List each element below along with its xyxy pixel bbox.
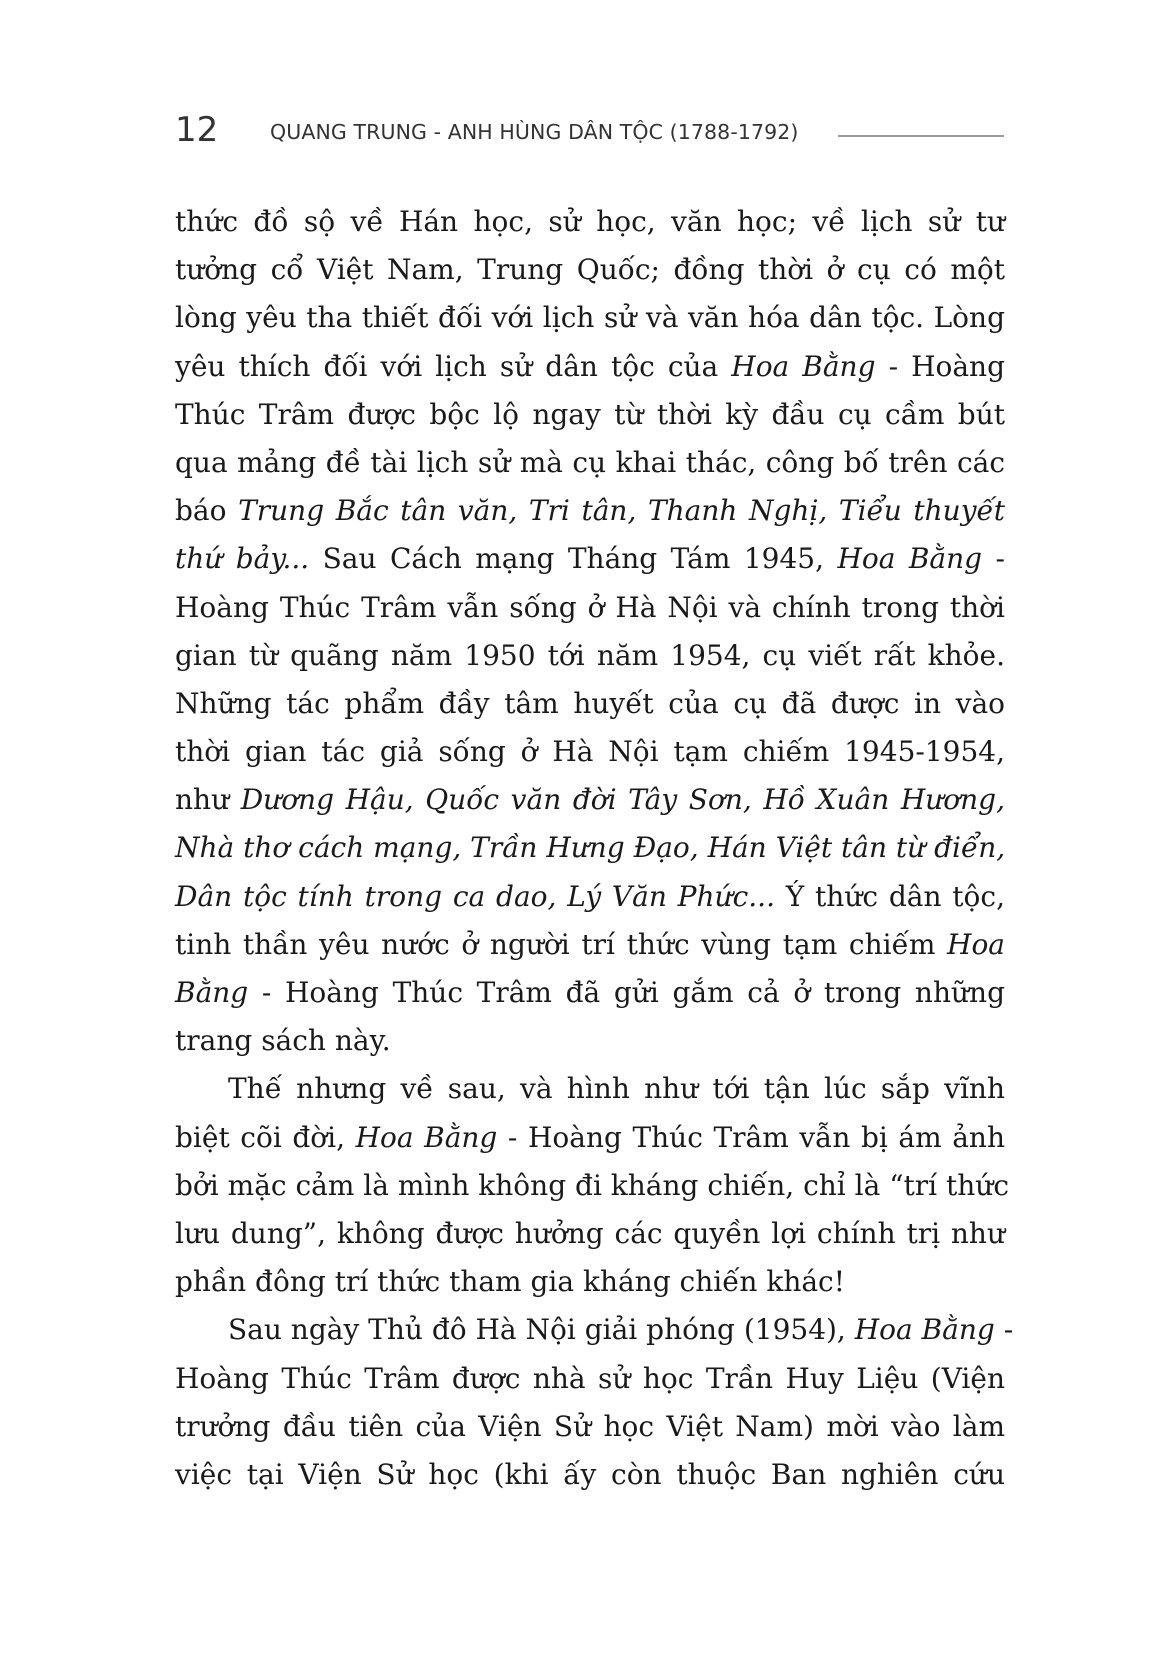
text-run: như xyxy=(175,783,241,817)
text-run: thức đồ sộ về Hán học, sử học, văn học; về lịch sử tư xyxy=(175,205,1005,238)
text-line xyxy=(175,1065,1005,1113)
text-line xyxy=(175,824,1005,872)
paragraph-1 xyxy=(175,198,1005,1065)
text-run: - Hoàng Thúc Trâm đã gửi gắm cả ở trong những xyxy=(248,976,1005,1009)
text-run: Hoàng Thúc Trâm vẫn sống ở Hà Nội và chính trong thời xyxy=(175,590,1005,624)
text-line xyxy=(175,776,1005,824)
text-run: thời gian tác giả sống ở Hà Nội tạm chiếm 1945-1954, xyxy=(175,735,1005,769)
paragraph-2 xyxy=(175,1065,1010,1306)
text-run: tưởng cổ Việt Nam, Trung Quốc; đồng thời ở cụ có một xyxy=(175,253,1005,287)
running-header xyxy=(175,108,1005,158)
text-line xyxy=(175,632,1005,680)
text-line xyxy=(175,246,1005,294)
text-run: qua mảng đề tài lịch sử mà cụ khai thác, công bố trên các xyxy=(175,445,1005,479)
text-run: tinh thần yêu nước ở người trí thức vùng tạm chiếm xyxy=(175,927,948,961)
text-run: - Hoàng xyxy=(875,349,1006,383)
body-text xyxy=(175,198,1014,1499)
text-run: yêu thích đối với lịch sử dân tộc của xyxy=(175,349,732,383)
text-line xyxy=(175,680,1005,728)
text-line xyxy=(175,1162,1010,1210)
italic-text: Bằng xyxy=(175,976,249,1009)
text-run: việc tại Viện Sử học (khi ấy còn thuộc Ban nghiên cứu xyxy=(175,1457,1005,1491)
text-run: gian từ quãng năm 1950 tới năm 1954, cụ viết rất khỏe. xyxy=(175,638,1005,672)
text-run: trưởng đầu tiên của Viện Sử học Việt Nam) mời vào làm xyxy=(175,1409,1005,1443)
text-line xyxy=(175,391,1005,439)
text-line xyxy=(175,1114,1005,1162)
text-line xyxy=(175,343,1005,391)
header-rule xyxy=(838,135,1004,137)
italic-text: Hoa xyxy=(947,927,1005,961)
text-line xyxy=(175,198,1005,246)
text-run: báo xyxy=(175,494,239,528)
italic-text: thứ bảy... xyxy=(175,542,310,576)
italic-text: Hoa Bằng xyxy=(837,542,983,576)
text-run: biệt cõi đời, xyxy=(175,1120,356,1154)
italic-text: Trung Bắc tân văn, Tri tân, Thanh Nghị, Tiểu thuyết xyxy=(238,494,1006,528)
text-run: trang sách này. xyxy=(175,1024,391,1058)
text-line xyxy=(175,294,1005,342)
text-line xyxy=(175,1210,1005,1258)
italic-text: Hoa Bằng xyxy=(731,349,876,383)
text-line xyxy=(175,487,1005,535)
text-run: - xyxy=(994,1313,1014,1347)
text-line xyxy=(175,1355,1005,1403)
text-line xyxy=(175,1017,1005,1065)
text-run: lưu dung”, không được hưởng các quyền lợi chính trị như xyxy=(175,1216,1005,1250)
italic-text: Hoa Bằng xyxy=(854,1313,995,1347)
text-run: lòng yêu tha thiết đối với lịch sử và văn hóa dân tộc. Lòng xyxy=(175,301,1005,335)
text-line xyxy=(175,584,1005,632)
text-line xyxy=(175,728,1005,776)
page-number: 12 xyxy=(175,110,219,150)
text-line xyxy=(175,1258,1005,1306)
text-run: Sau ngày Thủ đô Hà Nội giải phóng (1954), xyxy=(228,1313,855,1347)
text-line xyxy=(175,921,1005,969)
text-run: Thế nhưng về sau, và hình như tới tận lúc sắp vĩnh xyxy=(228,1072,1005,1106)
italic-text: Nhà thơ cách mạng, Trần Hưng Đạo, Hán Việt tân từ điển, xyxy=(175,831,1006,865)
italic-text: Dương Hậu, Quốc văn đời Tây Sơn, Hồ Xuân Hương, xyxy=(240,783,1006,817)
text-run: - Hoàng Thúc Trâm vẫn bị ám ảnh xyxy=(497,1120,1005,1154)
text-run: Những tác phẩm đầy tâm huyết của cụ đã được in vào xyxy=(175,686,1005,720)
text-run: - xyxy=(982,542,1005,576)
text-line xyxy=(175,873,1005,921)
text-run: phần đông trí thức tham gia kháng chiến khác! xyxy=(175,1265,845,1299)
italic-text: Dân tộc tính trong ca dao, Lý Văn Phức... xyxy=(175,879,775,913)
paragraph-3 xyxy=(175,1306,1014,1499)
text-run: Hoàng Thúc Trâm được nhà sử học Trần Huy Liệu (Viện xyxy=(175,1361,1005,1395)
text-run: Thúc Trâm được bộc lộ ngay từ thời kỳ đầu cụ cầm bút xyxy=(175,397,1005,431)
text-line xyxy=(175,969,1005,1017)
text-run: bởi mặc cảm là mình không đi kháng chiến, chỉ là “trí thức xyxy=(175,1168,1010,1202)
text-line xyxy=(175,535,1005,583)
text-run: Sau Cách mạng Tháng Tám 1945, xyxy=(309,542,838,576)
text-line xyxy=(175,1403,1005,1451)
text-line xyxy=(175,1306,1014,1354)
text-line xyxy=(175,1451,1005,1499)
running-title: QUANG TRUNG - ANH HÙNG DÂN TỘC (1788-1792) xyxy=(270,120,799,144)
text-run: Ý thức dân tộc, xyxy=(774,879,1005,913)
italic-text: Hoa Bằng xyxy=(355,1120,498,1154)
text-line xyxy=(175,439,1005,487)
